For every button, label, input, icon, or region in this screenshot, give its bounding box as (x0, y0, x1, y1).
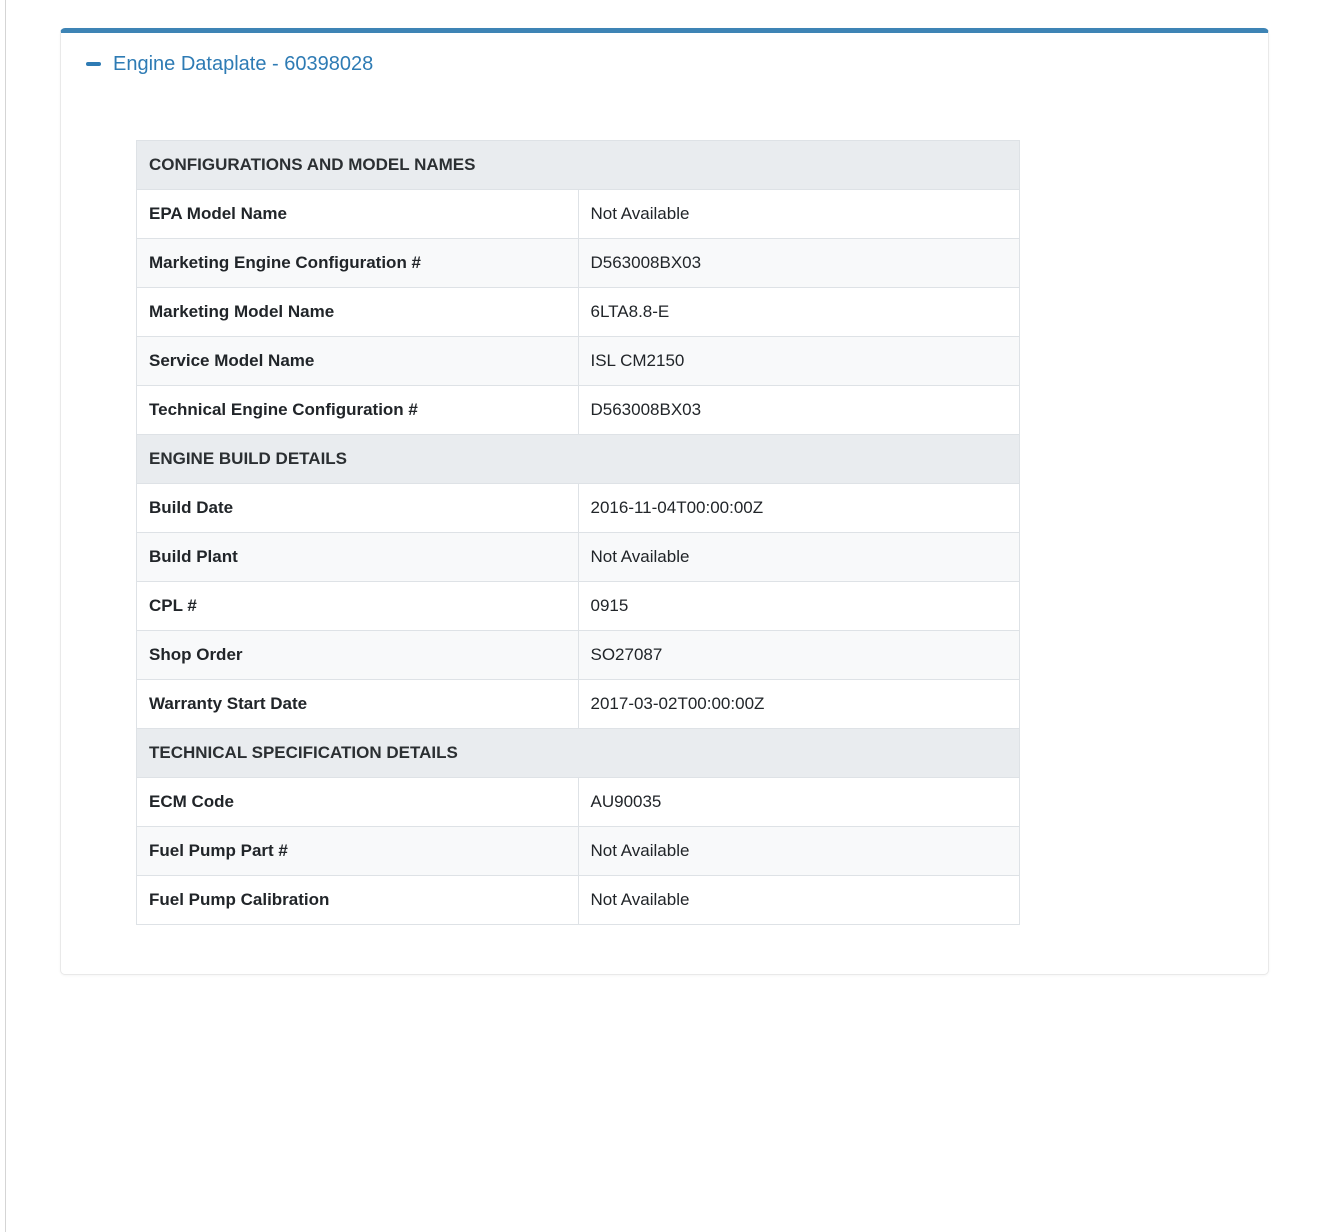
row-value: D563008BX03 (578, 239, 1020, 288)
section-header-row (137, 141, 1020, 190)
section-header-label: ENGINE BUILD DETAILS (137, 435, 1020, 484)
row-label: Service Model Name (137, 337, 579, 386)
row-label: Build Date (137, 484, 579, 533)
row-value: SO27087 (578, 631, 1020, 680)
row-label: Marketing Model Name (137, 288, 579, 337)
row-label: Technical Engine Configuration # (137, 386, 579, 435)
row-value: 2016-11-04T00:00:00Z (578, 484, 1020, 533)
table-row (137, 533, 1020, 582)
row-label: Build Plant (137, 533, 579, 582)
table-row (137, 386, 1020, 435)
table-row (137, 680, 1020, 729)
table-row (137, 288, 1020, 337)
section-header-row (137, 435, 1020, 484)
panel-header-toggle[interactable] (86, 52, 1268, 76)
table-row (137, 778, 1020, 827)
row-value: Not Available (578, 190, 1020, 239)
row-label: Fuel Pump Part # (137, 827, 579, 876)
row-label: ECM Code (137, 778, 579, 827)
table-row (137, 337, 1020, 386)
row-value: AU90035 (578, 778, 1020, 827)
row-value: Not Available (578, 533, 1020, 582)
collapse-minus-icon[interactable] (86, 62, 101, 66)
table-row (137, 876, 1020, 925)
row-value: 0915 (578, 582, 1020, 631)
section-header-label: TECHNICAL SPECIFICATION DETAILS (137, 729, 1020, 778)
left-panel-divider (5, 0, 6, 1232)
row-value: ISL CM2150 (578, 337, 1020, 386)
table-body (137, 141, 1020, 925)
row-value: 2017-03-02T00:00:00Z (578, 680, 1020, 729)
row-label: EPA Model Name (137, 190, 579, 239)
row-label: Fuel Pump Calibration (137, 876, 579, 925)
table-row (137, 582, 1020, 631)
row-label: Marketing Engine Configuration # (137, 239, 579, 288)
row-label: Shop Order (137, 631, 579, 680)
row-value: Not Available (578, 876, 1020, 925)
row-value: Not Available (578, 827, 1020, 876)
panel-title[interactable]: Engine Dataplate - 60398028 (113, 53, 374, 75)
table-row (137, 827, 1020, 876)
table-row (137, 631, 1020, 680)
table-row (137, 484, 1020, 533)
row-label: CPL # (137, 582, 579, 631)
section-header-row (137, 729, 1020, 778)
engine-dataplate-panel (60, 28, 1269, 975)
section-header-label: CONFIGURATIONS AND MODEL NAMES (137, 141, 1020, 190)
row-label: Warranty Start Date (137, 680, 579, 729)
table-row (137, 190, 1020, 239)
table-row (137, 239, 1020, 288)
row-value: 6LTA8.8-E (578, 288, 1020, 337)
row-value: D563008BX03 (578, 386, 1020, 435)
engine-dataplate-table (136, 140, 1020, 925)
